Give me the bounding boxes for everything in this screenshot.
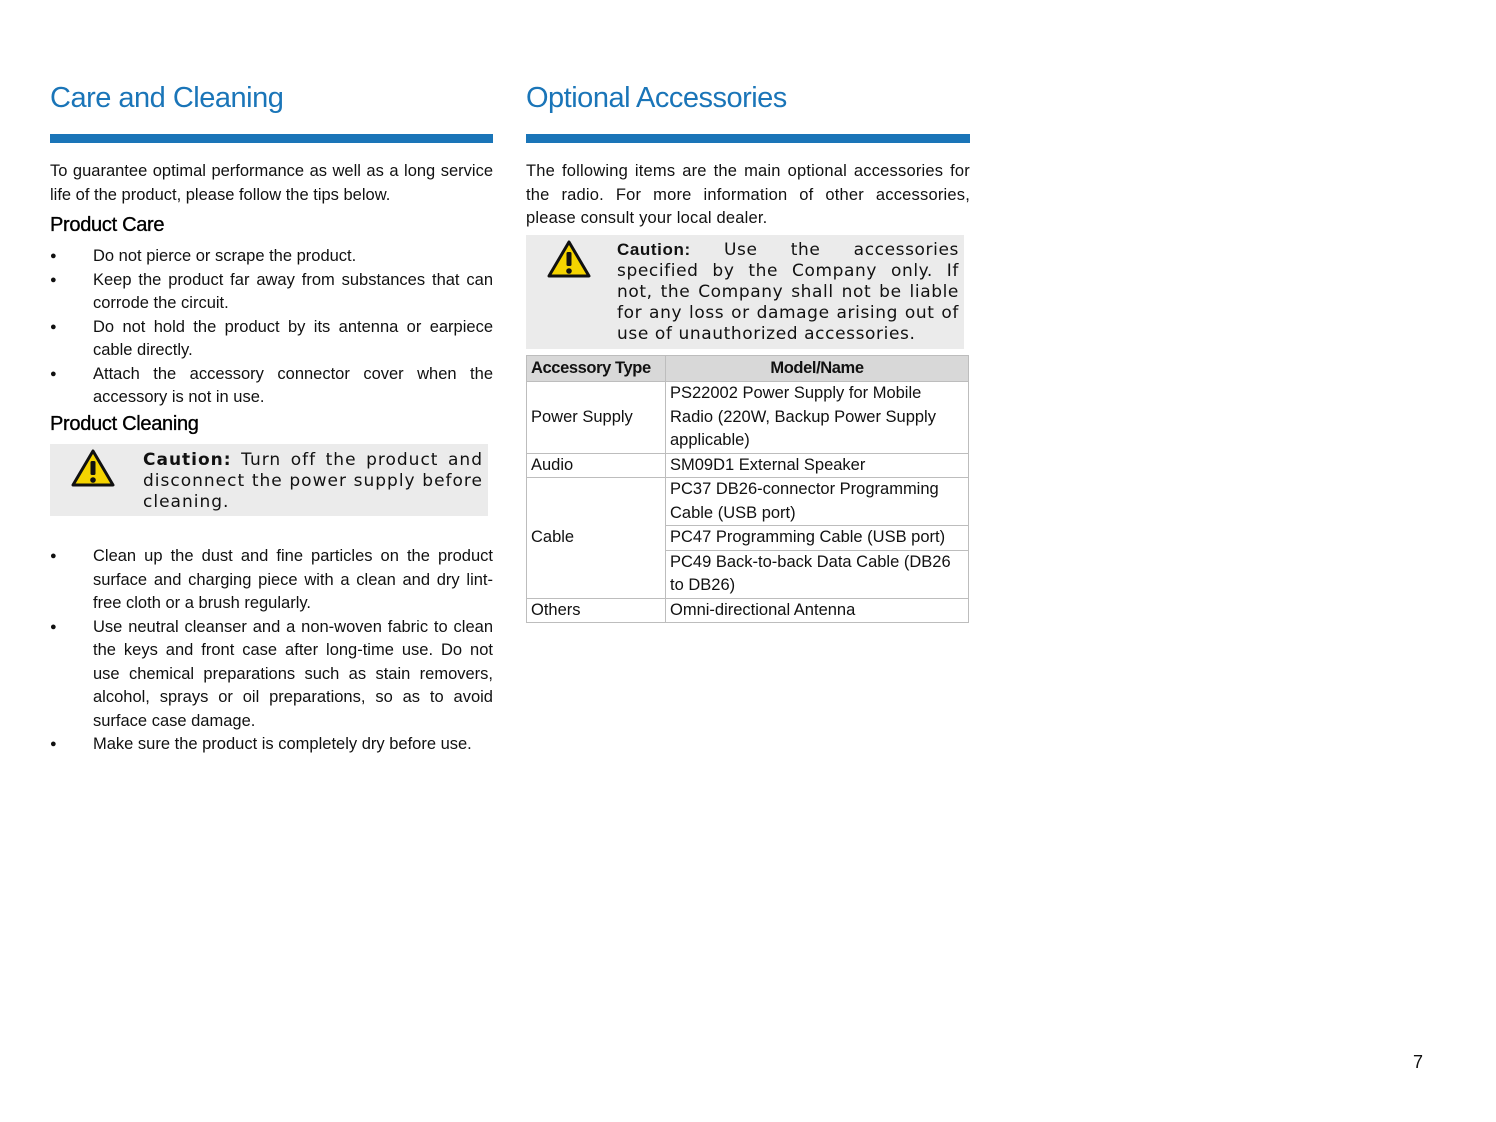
accessory-type-cell: Cable (527, 478, 666, 599)
product-cleaning-list (50, 545, 493, 757)
model-name-cell: PC49 Back-to-back Data Cable (DB26 to DB26) (666, 550, 969, 598)
care-and-cleaning-title: Care and Cleaning (50, 82, 284, 114)
model-name-cell: PS22002 Power Supply for Mobile Radio (220W, Backup Power Supply applicable) (666, 382, 969, 454)
list-item: ● Make sure the product is completely dry before use. (50, 733, 493, 757)
model-name-cell: SM09D1 External Speaker (666, 453, 969, 478)
list-item: ● Clean up the dust and fine particles on the product surface and charging piece with a clean and dry lint-free cloth or a brush regularly. (50, 545, 493, 616)
caution-label: Caution: (143, 450, 232, 470)
column-header: Accessory Type (527, 356, 666, 382)
product-care-list (50, 245, 493, 410)
caution-text (617, 239, 959, 345)
column-header: Model/Name (666, 356, 969, 382)
caution-label: Caution: (617, 240, 691, 259)
list-item: ● Do not pierce or scrape the product. (50, 245, 493, 269)
accessory-type-cell: Audio (527, 453, 666, 478)
accessories-table (526, 355, 969, 623)
caution-body: Use the accessories specified by the Company only. If not, the Company shall not be liable for any loss or damage arising out of use of unauthorized accessories. (617, 240, 959, 344)
table-header-row (527, 356, 969, 382)
care-intro: To guarantee optimal performance as well as a long service life of the product, please follow the tips below. (50, 162, 493, 204)
caution-body: Turn off the product and disconnect the power supply before cleaning. (143, 450, 483, 512)
product-care-heading: Product Care (50, 214, 165, 236)
list-item: ● Keep the product far away from substances that can corrode the circuit. (50, 269, 493, 316)
caution-box (50, 444, 488, 516)
product-cleaning-heading: Product Cleaning (50, 413, 199, 435)
title-rule (526, 134, 970, 143)
warning-icon (546, 239, 592, 279)
list-item: ● Do not hold the product by its antenna or earpiece cable directly. (50, 316, 493, 363)
table-row (527, 453, 969, 478)
list-item: ● Attach the accessory connector cover when the accessory is not in use. (50, 363, 493, 410)
caution-box (526, 235, 964, 349)
accessory-type-cell: Others (527, 598, 666, 623)
warning-icon (70, 448, 116, 488)
caution-text (143, 450, 483, 513)
model-name-cell: PC47 Programming Cable (USB port) (666, 526, 969, 551)
model-name-cell: Omni-directional Antenna (666, 598, 969, 623)
accessories-intro: The following items are the main optional accessories for the radio. For more information of other accessories, please consult your local dealer. (526, 162, 970, 227)
table-row (527, 598, 969, 623)
model-name-cell: PC37 DB26-connector Programming Cable (USB port) (666, 478, 969, 526)
optional-accessories-title: Optional Accessories (526, 82, 787, 114)
title-rule (50, 134, 493, 143)
list-item: ● Use neutral cleanser and a non-woven fabric to clean the keys and front case after long-time use. Do not use chemical preparations such as stain removers, alcohol, sprays or oil preparations, so as to avoid surface case damage. (50, 616, 493, 734)
table-row (527, 478, 969, 526)
accessory-type-cell: Power Supply (527, 382, 666, 454)
page-number: 7 (1413, 1052, 1424, 1072)
table-row (527, 382, 969, 454)
